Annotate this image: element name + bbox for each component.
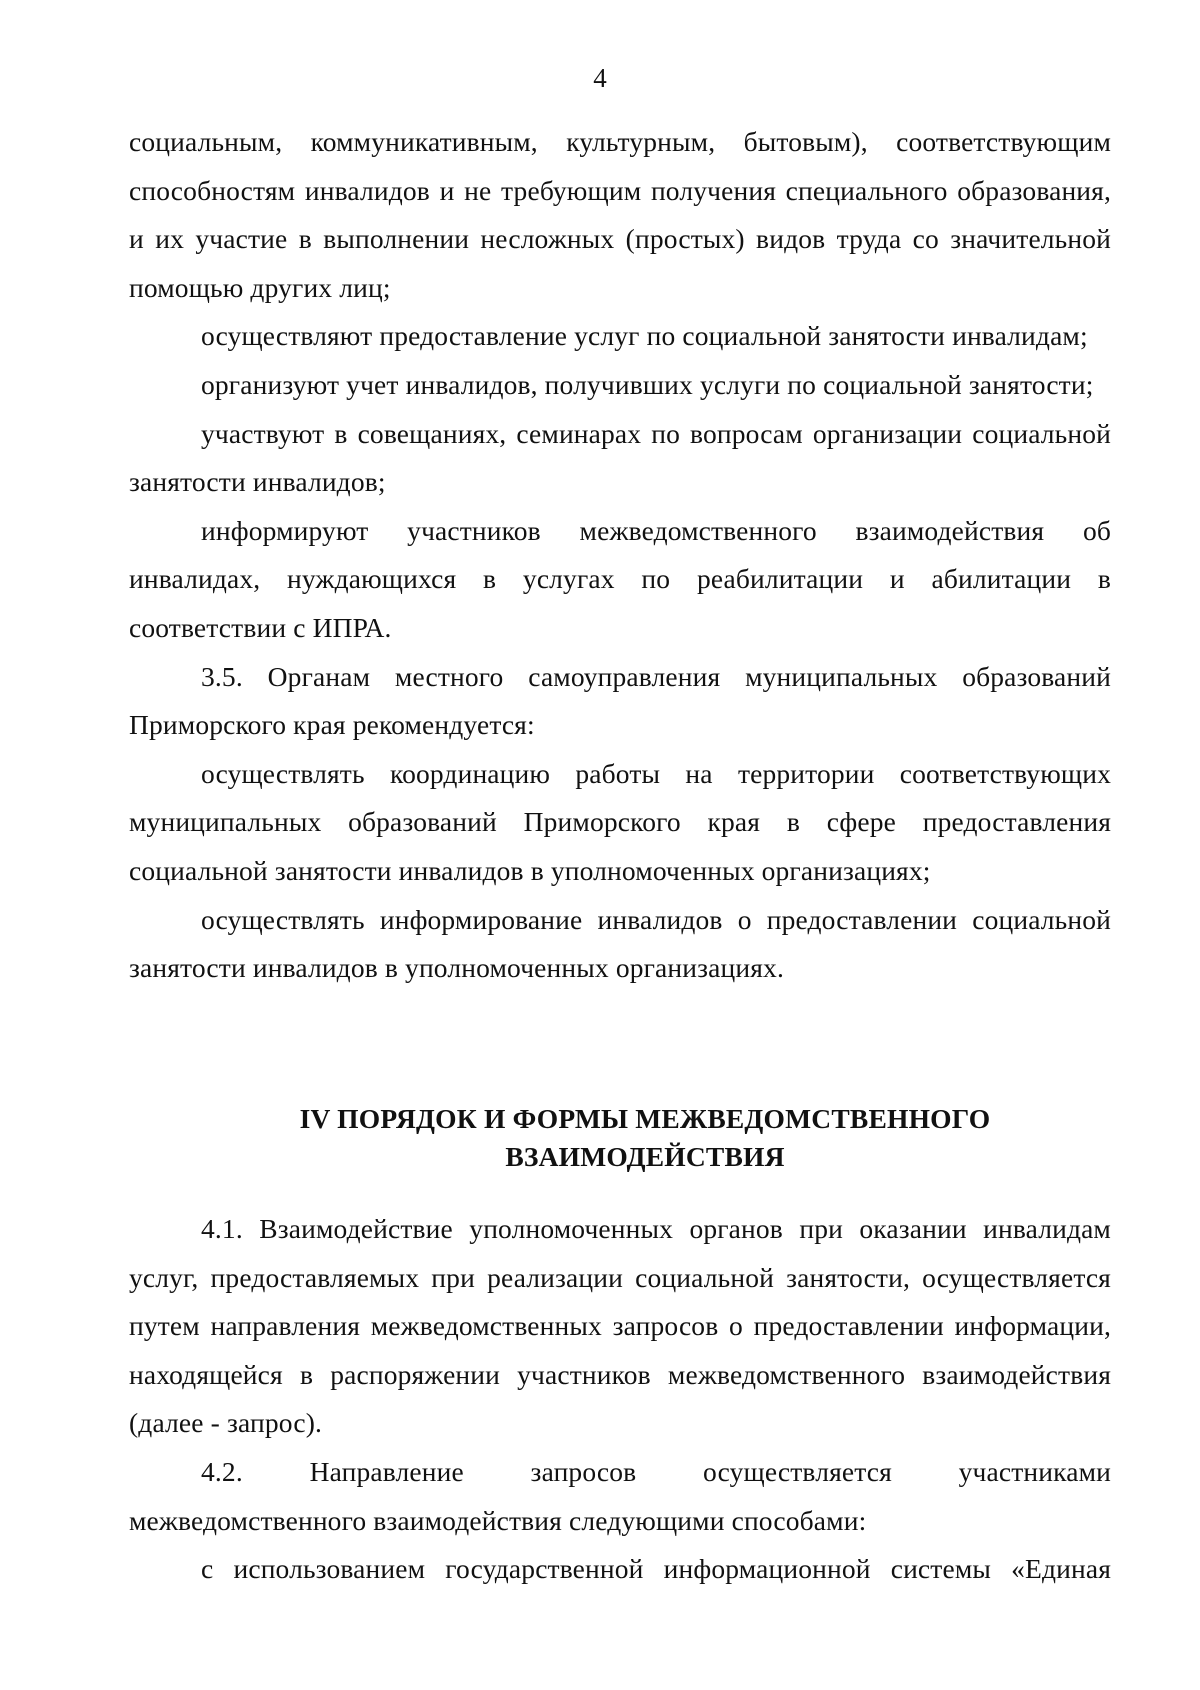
- paragraph-clause-3-5: 3.5. Органам местного самоуправления муниципальных образований Приморского края рекомендуется:: [129, 660, 1111, 741]
- paragraph: участвуют в совещаниях, семинарах по вопросам организации социальной занятости инвалидов;: [129, 417, 1111, 498]
- paragraph-continuation: социальным, коммуникативным, культурным, бытовым), соответствующим способностям инвалидов и не требующим получения специального образования, и их участие в выполнении несложных (простых) видов труда со значительной помощью других лиц;: [129, 126, 1111, 303]
- paragraph: организуют учет инвалидов, получивших услуги по социальной занятости;: [201, 368, 1094, 400]
- document-body-part2: [129, 1205, 1111, 1594]
- section-heading-line1: IV ПОРЯДОК И ФОРМЫ МЕЖВЕДОМСТВЕННОГО: [299, 1103, 991, 1134]
- section-heading-line2: ВЗАИМОДЕЙСТВИЯ: [505, 1141, 785, 1172]
- document-body-part1: [129, 118, 1111, 993]
- paragraph-clause-4-2: 4.2. Направление запросов осуществляется участниками межведомственного взаимодействия следующими способами:: [129, 1455, 1111, 1536]
- page-number: 4: [593, 63, 607, 93]
- paragraph-clause-4-1: 4.1. Взаимодействие уполномоченных органов при оказании инвалидам услуг, предоставляемых при реализации социальной занятости, осуществляется путем направления межведомственных запросов о предоставлении информации, находящейся в распоряжении участников межведомственного взаимодействия (далее - запрос).: [129, 1213, 1111, 1439]
- paragraph: осуществлять координацию работы на территории соответствующих муниципальных образований Приморского края в сфере предоставления социальной занятости инвалидов в уполномоченных организациях;: [129, 757, 1111, 886]
- paragraph: осуществляют предоставление услуг по социальной занятости инвалидам;: [201, 320, 1088, 352]
- paragraph: информируют участников межведомственного взаимодействия об инвалидах, нуждающихся в услугах по реабилитации и абилитации в соответствии с ИПРА.: [129, 514, 1111, 643]
- paragraph: осуществлять информирование инвалидов о предоставлении социальной занятости инвалидов в уполномоченных организациях.: [129, 903, 1111, 984]
- paragraph-continued: с использованием государственной информационной системы «Единая: [201, 1553, 1111, 1585]
- section-heading: [180, 1100, 1110, 1176]
